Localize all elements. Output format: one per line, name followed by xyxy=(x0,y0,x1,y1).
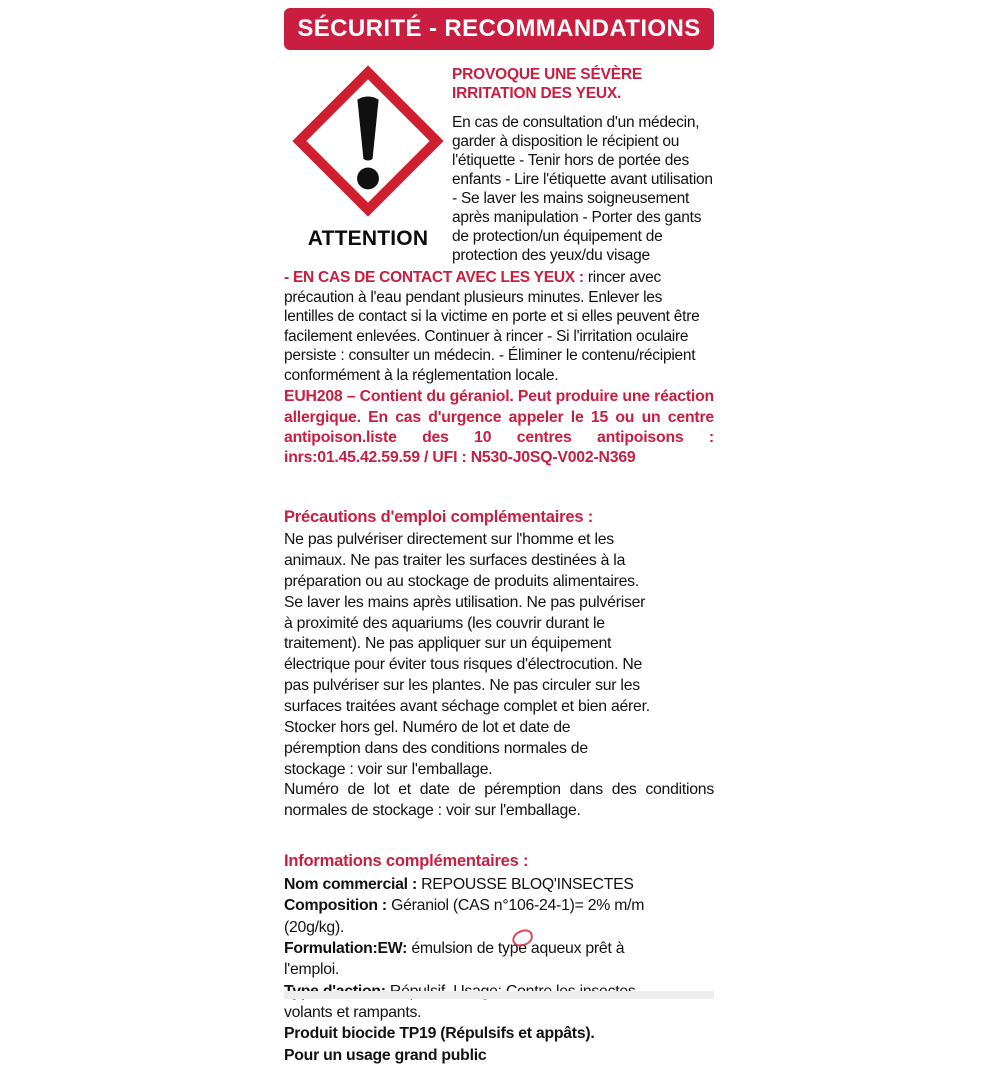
security-recommendations-banner xyxy=(284,8,714,50)
info-label: Pour un usage grand public xyxy=(284,1046,487,1064)
signal-word: ATTENTION xyxy=(307,227,429,250)
first-aid-paragraph xyxy=(284,268,714,385)
info-label: Produit biocide TP19 (Répulsifs et appâts). xyxy=(284,1025,595,1043)
informations-heading: Informations complémentaires : xyxy=(284,852,529,871)
info-row-usage-grand-public xyxy=(284,1045,680,1066)
info-label: Composition : xyxy=(284,897,387,915)
info-label: Nom commercial : xyxy=(284,876,417,894)
precautions-repeat: Numéro de lot et date de péremption dans des conditions normales de stockage : voir sur l'emballage. xyxy=(284,781,714,820)
info-value: REPOUSSE BLOQ'INSECTES xyxy=(416,876,634,894)
hazard-advice: En cas de consultation d'un médecin, garder à disposition le récipient ou l'étiquette - Tenir hors de portée des enfants - Lire l'étiquette avant utilisation - Se laver les mains soigneusement après manipulation - Porter des gants de protection/un équipement de protection des yeux/du visage xyxy=(452,113,713,265)
ghs07-exclamation-mark-icon xyxy=(284,63,452,219)
info-value: émulsion de type aqueux prêt à l'emploi. xyxy=(284,939,625,979)
safety-label-sheet xyxy=(284,0,714,1066)
info-row-composition xyxy=(284,895,680,938)
info-row-formulation xyxy=(284,938,680,981)
info-row-nom-commercial xyxy=(284,874,680,895)
banner-title: SÉCURITÉ - RECOMMANDATIONS xyxy=(297,15,701,42)
hazard-text-column xyxy=(452,63,714,265)
hazard-statement: PROVOQUE UNE SÉVÈRE IRRITATION DES YEUX. xyxy=(452,66,642,103)
precautions-body: Ne pas pulvériser directement sur l'homme et les animaux. Ne pas traiter les surfaces destinées à la préparation ou au stockage de produits alimentaires. Se laver les mains après utilisation. Ne pas pulvériser à proximité des aquariums (les couvrir durant le traitement). Ne pas appliquer sur un équipement électrique pour éviter tous risques d'électrocution. Ne pas pulvériser sur les plantes. Ne pas circuler sur les surfaces traitées avant séchage complet et bien aérer. Stocker hors gel. Numéro de lot et date de péremption dans des conditions normales de stockage : voir sur l'emballage. xyxy=(284,531,650,778)
info-value: Géraniol (CAS n°106-24-1)= 2% m/m (20g/kg). xyxy=(284,897,645,936)
informations-section xyxy=(284,852,714,1066)
precautions-section xyxy=(284,508,714,822)
euh208-paragraph: EUH208 – Contient du géraniol. Peut produire une réaction allergique. En cas d'urgence appeler le 15 ou un centre antipoison.liste des 10 centres antipoisons : inrs:01.45.42.59.59 / UFI : N530-J0SQ-V002-N369 xyxy=(284,388,714,466)
info-row-produit-biocide xyxy=(284,1023,680,1044)
hazard-section xyxy=(284,63,714,265)
info-value: volants et rampants. xyxy=(284,1003,422,1021)
info-row-type-action xyxy=(284,981,680,1024)
bottom-edge-strip xyxy=(284,991,714,999)
precautions-heading: Précautions d'emploi complémentaires : xyxy=(284,508,593,527)
pictogram-column xyxy=(284,63,452,265)
first-aid-lead: - EN CAS DE CONTACT AVEC LES YEUX : xyxy=(284,269,584,287)
info-label: Formulation:EW: xyxy=(284,939,408,957)
first-aid-text: rincer avec précaution à l'eau pendant plusieurs minutes. Enlever les lentilles de contact si la victime en porte et si elles peuvent être facilement enlevées. Continuer à rincer - Si l'irritation oculaire persiste : consulter un médecin. - Éliminer le contenu/récipient conformément à la réglementation locale. xyxy=(284,269,700,384)
